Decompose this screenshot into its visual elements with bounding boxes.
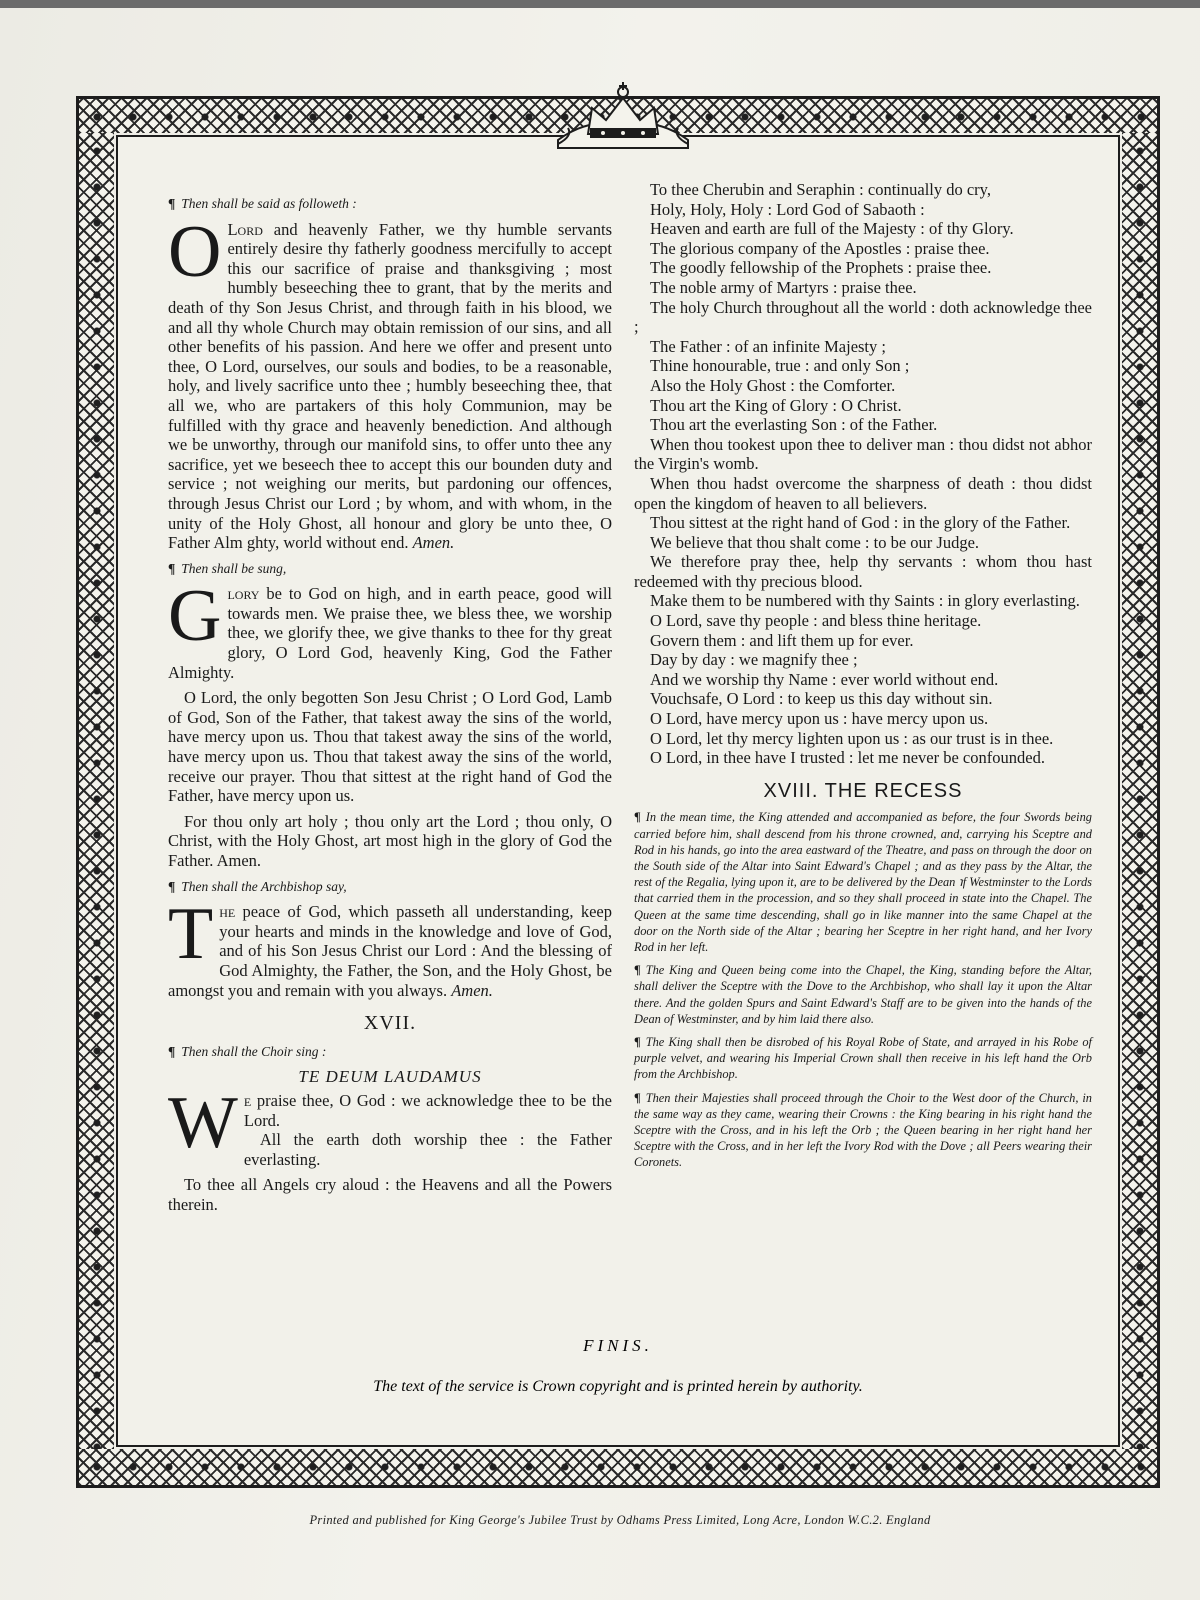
recess-rubric: ¶ In the mean time, the King attended and accompanied as before, the four Swords being carried before him, shall descend from his throne crowned, and, carrying his Sceptre and Rod in his hands, go into the area eastward of the Theatre, and pass on through the door on the South side of the Altar into Saint Edward's Chapel ; and as they pass by the Altar, the rest of the Regalia, lying upon it, are to be delivered by the Dean ℩f Westminster to the Lords that carried them in the procession, and so they shall proceed in state into the Chapel. The Queen at the same time descending, shall go in like manner into the same Chapel at the door on the North side of the Altar ; bearing her Sceptre in her right hand, and her Ivory Rod in her left. bbox=[634, 810, 1092, 955]
te-deum-verse: Day by day : we magnify thee ; bbox=[650, 650, 858, 670]
pilcrow-icon: ¶ bbox=[168, 560, 176, 576]
blessing-paragraph: The peace of God, which passeth all understanding, keep your hearts and minds in the knowledge and love of God, and of his Son Jesus Christ our Lord : And the blessing of God Almighty, the Father, the Son, and the Holy Ghost, be amongst you and remain with you always. Amen. bbox=[168, 893, 612, 1000]
te-deum-verse: And we worship thy Name : ever world without end. bbox=[650, 669, 999, 689]
pilcrow-icon: ¶ bbox=[634, 1035, 641, 1050]
pilcrow-icon: ¶ bbox=[634, 963, 641, 978]
recess-rubric: ¶ Then their Majesties shall proceed through the Choir to the West door of the Church, in the same way as they came, wearing their Crowns : the King bearing in his right hand the Sceptre with the Cross, and in his left the Orb ; the Queen bearing in her right hand her Sceptre with the Cross, and in her left the Ivory Rod with the Dove ; all Peers wearing their Coronets. bbox=[634, 1090, 1092, 1170]
pilcrow-icon: ¶ bbox=[168, 878, 176, 894]
gloria-paragraph: Glory be to God on high, and in earth peace, good will towards men. We praise thee, we bless thee, we worship thee, we glorify thee, we give thanks to thee for thy great glory, O Lord God, heavenly King, God the Father Almighty. bbox=[168, 575, 612, 682]
pilcrow-icon: ¶ bbox=[634, 1090, 641, 1105]
te-deum-verse: Govern them : and lift them up for ever. bbox=[650, 630, 914, 650]
pilcrow-icon: ¶ bbox=[168, 1043, 176, 1059]
te-deum-verse: O Lord, in thee have I trusted : let me never be confounded. bbox=[650, 748, 1045, 768]
te-deum-verse: When thou tookest upon thee to deliver man : thou didst not abhor the Virgin's womb. bbox=[634, 434, 1092, 474]
drop-cap-t: T bbox=[168, 893, 214, 976]
right-column bbox=[634, 180, 1092, 1178]
rubric-sung: ¶ Then shall be sung, bbox=[168, 560, 287, 576]
te-deum-verses bbox=[634, 180, 1092, 768]
rubric-archbishop: ¶ Then shall the Archbishop say, bbox=[168, 878, 347, 894]
te-deum-title: TE DEUM LAUDAMUS bbox=[298, 1067, 482, 1087]
pilcrow-icon: ¶ bbox=[634, 810, 641, 825]
te-deum-verse: O Lord, have mercy upon us : have mercy upon us. bbox=[650, 709, 989, 729]
te-deum-verse: Thine honourable, true : and only Son ; bbox=[650, 356, 910, 376]
te-deum-verse: The goodly fellowship of the Prophets : praise thee. bbox=[650, 258, 992, 278]
printer-imprint: Printed and published for King George's Jubilee Trust by Odhams Press Limited, Long Acre, London W.C.2. England bbox=[309, 1513, 931, 1527]
recess-rubric: ¶ The King and Queen being come into the Chapel, the King, standing before the Altar, shall deliver the Sceptre with the Dove to the Archbishop, who shall lay it upon the Altar there. And the golden Spurs and Saint Edward's Staff are to be given into the hands of the Dean of Westminster, and by him laid there also. bbox=[634, 963, 1092, 1026]
te-deum-verse: The noble army of Martyrs : praise thee. bbox=[650, 277, 917, 297]
te-deum-verse: To thee Cherubin and Seraphin : continually do cry, bbox=[650, 180, 991, 199]
rubric-choir: ¶ Then shall the Choir sing : bbox=[168, 1043, 327, 1059]
gloria-paragraph-2: O Lord, the only begotten Son Jesu Christ ; O Lord God, Lamb of God, Son of the Father, that takest away the sins of the world, have mercy upon us. Thou that takest away the sins of the world, have mercy upon us. Thou that takest away the sins of the world, receive our prayer. Thou that sittest at the right hand of God the Father, have mercy upon us. bbox=[168, 688, 612, 806]
te-deum-verse: Thou art the King of Glory : O Christ. bbox=[650, 395, 902, 415]
prayer-oblation: O Lord and heavenly Father, we thy humble servants entirely desire thy fatherly goodness mercifully to accept this our sacrifice of praise and thanksgiving ; most humbly beseeching thee to grant, that by the merits and death of thy Son Jesus Christ, and through faith in his blood, we and all thy whole Church may obtain remission of our sins, and all other benefits of his passion. And here we offer and present unto thee, O Lord, ourselves, our souls and bodies, to be a reasonable, holy, and lively sacrifice unto thee ; humbly beseeching thee, that all we, who are partakers of this holy Communion, may be fulfilled with thy grace and heavenly benediction. And although we be unworthy, through our manifold sins, to offer unto thee any sacrifice, yet we beseech thee to accept this our bounden duty and service ; not weighing our merits, but pardoning our offences, through Jesus Christ our Lord ; by whom, and with whom, in the unity of the Holy Ghost, all honour and glory be unto thee, O Father Alm ghty, world without end. Amen. bbox=[168, 210, 612, 553]
te-deum-verse: The glorious company of the Apostles : praise thee. bbox=[650, 238, 990, 258]
te-deum-opening: We praise thee, O God : we acknowledge thee to be the Lord. All the earth doth worship thee : the Father everlasting. bbox=[168, 1081, 612, 1169]
copyright-notice: The text of the service is Crown copyright and is printed herein by authority. bbox=[373, 1378, 863, 1395]
ornament-border-bottom bbox=[79, 1449, 1157, 1485]
te-deum-verse: Also the Holy Ghost : the Comforter. bbox=[650, 375, 896, 395]
te-deum-verse: To thee all Angels cry aloud : the Heavens and all the Powers therein. bbox=[168, 1175, 612, 1214]
left-column bbox=[168, 194, 612, 1221]
te-deum-verse: O Lord, let thy mercy lighten upon us : as our trust is in thee. bbox=[650, 728, 1054, 748]
te-deum-verse: We believe that thou shalt come : to be our Judge. bbox=[650, 532, 980, 552]
te-deum-verse: Vouchsafe, O Lord : to keep us this day without sin. bbox=[650, 689, 993, 709]
section-xvii-heading: XVII. bbox=[363, 1012, 417, 1035]
crown-icon bbox=[548, 78, 698, 158]
page-sheet bbox=[0, 8, 1200, 1600]
drop-cap-w: W bbox=[168, 1081, 238, 1164]
te-deum-verse: Heaven and earth are full of the Majesty : of thy Glory. bbox=[650, 219, 1014, 239]
pilcrow-icon: ¶ bbox=[168, 196, 176, 211]
te-deum-verse: Make them to be numbered with thy Saints : in glory everlasting. bbox=[650, 591, 1080, 611]
finis: FINIS. bbox=[583, 1336, 653, 1355]
te-deum-verse: Thou art the everlasting Son : of the Father. bbox=[650, 415, 938, 435]
recess-rubric: ¶ The King shall then be disrobed of his Royal Robe of State, and arrayed in his Robe of purple velvet, and wearing his Imperial Crown shall then receive in his left hand the Orb from the Archbishop. bbox=[634, 1035, 1092, 1082]
drop-cap-g: G bbox=[168, 575, 222, 658]
recess-rubrics bbox=[634, 809, 1092, 1170]
te-deum-verse: The holy Church throughout all the world : doth acknowledge thee ; bbox=[634, 297, 1092, 337]
te-deum-verse: O Lord, save thy people : and bless thine heritage. bbox=[650, 611, 982, 631]
te-deum-verse: The Father : of an infinite Majesty ; bbox=[650, 336, 886, 356]
ornament-border-left bbox=[79, 133, 114, 1449]
te-deum-verse: When thou hadst overcome the sharpness of death : thou didst open the kingdom of heaven to all believers. bbox=[634, 473, 1092, 513]
ornament-border-right bbox=[1122, 133, 1157, 1449]
drop-cap-o: O bbox=[168, 210, 222, 293]
gloria-paragraph-3: For thou only art holy ; thou only art the Lord ; thou only, O Christ, with the Holy Ghost, art most high in the glory of God the Father. Amen. bbox=[168, 811, 612, 870]
recess-heading: XVIII. THE RECESS bbox=[763, 779, 963, 802]
te-deum-verse: Thou sittest at the right hand of God : in the glory of the Father. bbox=[650, 513, 1071, 533]
te-deum-verse: Holy, Holy, Holy : Lord God of Sabaoth : bbox=[650, 199, 925, 219]
te-deum-verse: We therefore pray thee, help thy servants : whom thou hast redeemed with thy precious blood. bbox=[634, 552, 1092, 591]
rubric-said: ¶ Then shall be said as followeth : bbox=[168, 196, 357, 211]
